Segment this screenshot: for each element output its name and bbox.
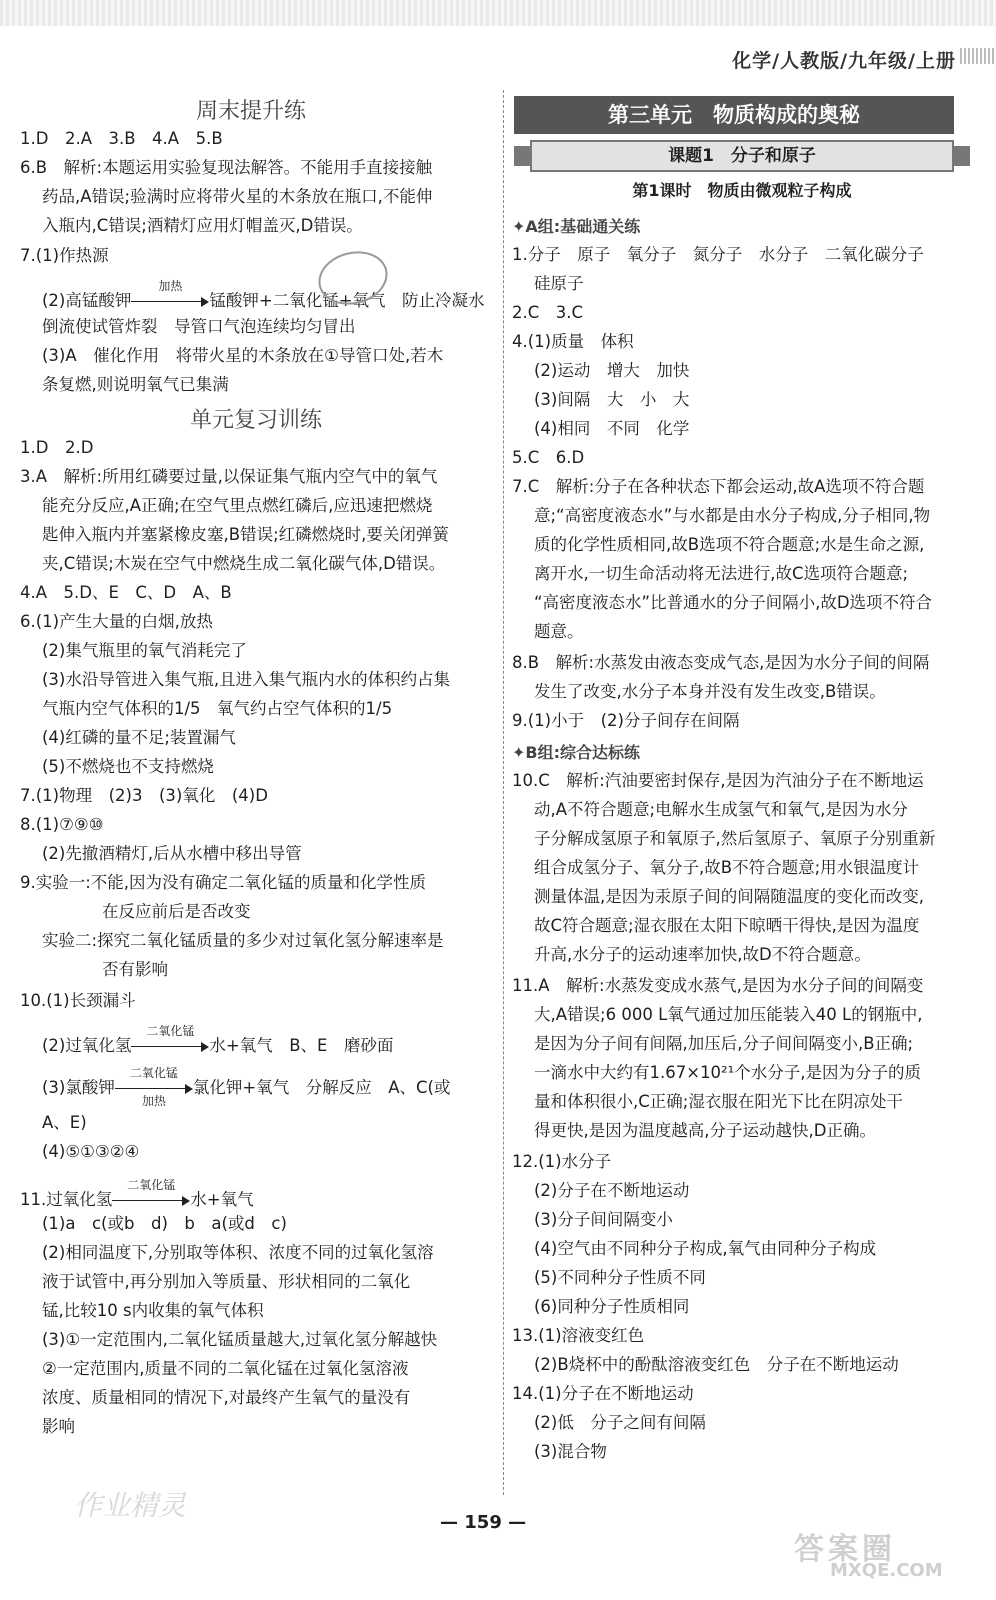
answer-line: 13.(1)溶液变红色	[512, 1326, 645, 1345]
answer-line: 是因为分子间有间隔,加压后,分子间间隔变小,B正确;	[534, 1034, 914, 1053]
answer-line: (2)低 分子之间有间隔	[534, 1413, 706, 1432]
unit-review-title: 单元复习训练	[190, 408, 323, 433]
diamond-icon: ✦	[512, 217, 526, 236]
answer-line: 大,A错误;6 000 L氧气通过加压能装入40 L的钢瓶中,	[534, 1005, 923, 1024]
answer-line: (3)A 催化作用 将带火星的木条放在①导管口处,若木	[42, 346, 444, 365]
answer-line: 浓度、质量相同的情况下,对最终产生氧气的量没有	[42, 1388, 411, 1407]
equation-line	[42, 1065, 451, 1108]
reaction-arrow	[115, 1065, 193, 1108]
answer-line: 在反应前后是否改变	[102, 902, 251, 921]
answer-line: (2)B烧杯中的酚酞溶液变红色 分子在不断地运动	[534, 1355, 899, 1374]
answer-line: A、E)	[42, 1113, 87, 1132]
answer-line: (1)a c(或b d) b a(或d c)	[42, 1214, 287, 1233]
reactant: 11.过氧化氢	[20, 1190, 113, 1209]
answer-line: (4)红磷的量不足;装置漏气	[42, 728, 236, 747]
reaction-condition: 加热	[141, 1093, 166, 1108]
answer-line: 实验二:探究二氧化锰质量的多少对过氧化氢分解速率是	[42, 931, 444, 950]
answer-line: 测量体温,是因为汞原子间的间隔随温度的变化而改变,	[534, 887, 924, 906]
product: 锰酸钾+二氧化锰+氧气 防止冷凝水	[209, 291, 485, 310]
answer-line: 条复燃,则说明氧气已集满	[42, 375, 229, 394]
answer-line: “高密度液态水”比普通水的分子间隔小,故D选项不符合	[534, 593, 933, 612]
answer-line: 匙伸入瓶内并塞紧橡皮塞,B错误;红磷燃烧时,要关闭弹簧	[42, 525, 449, 544]
answer-line: 否有影响	[102, 960, 168, 979]
answer-line: (3)混合物	[534, 1442, 607, 1461]
answer-line: 8.(1)⑦⑨⑩	[20, 815, 104, 834]
equation-line	[42, 1023, 394, 1058]
unit-title-bar: 第三单元 物质构成的奥秘	[514, 96, 954, 134]
reactant: (2)高锰酸钾	[42, 291, 132, 310]
answer-line: 8.B 解析:水蒸发由液态变成气态,是因为水分子间的间隔	[512, 653, 930, 672]
reactant: (3)氯酸钾	[42, 1078, 115, 1097]
answer-line: 4.A 5.D、E C、D A、B	[20, 583, 232, 602]
weekend-practice-title: 周末提升练	[196, 99, 307, 124]
answer-line: (3)①一定范围内,二氧化锰质量越大,过氧化氢分解越快	[42, 1330, 438, 1349]
top-decorative-band	[0, 0, 996, 26]
answer-line: (4)相同 不同 化学	[534, 419, 690, 438]
answer-line: 动,A不符合题意;电解水生成氢气和氧气,是因为水分	[534, 800, 908, 819]
answer-line: 气瓶内空气体积的1/5 氧气约占空气体积的1/5	[42, 699, 393, 718]
equation-line	[20, 1177, 254, 1212]
answer-line: 锰,比较10 s内收集的氧气体积	[42, 1301, 264, 1320]
answer-line: 1.D 2.D	[20, 438, 94, 457]
answer-line: 发生了改变,水分子本身并没有发生改变,B错误。	[534, 682, 886, 701]
answer-line: 得更快,是因为温度越高,分子运动越快,D正确。	[534, 1121, 876, 1140]
answer-line: 7.C 解析:分子在各种状态下都会运动,故A选项不符合题	[512, 477, 925, 496]
answer-line: 10.C 解析:汽油要密封保存,是因为汽油分子在不断地运	[512, 771, 924, 790]
answer-line: 入瓶内,C错误;酒精灯应用灯帽盖灭,D错误。	[42, 216, 363, 235]
answer-line: 意;“高密度液态水”与水都是由水分子构成,分子相同,物	[534, 506, 931, 525]
answer-line: 10.(1)长颈漏斗	[20, 991, 136, 1010]
header-dots-decoration	[960, 48, 996, 64]
answer-line: (2)先撤酒精灯,后从水槽中移出导管	[42, 844, 302, 863]
product: 水+氧气	[190, 1190, 254, 1209]
answer-line: ②一定范围内,质量不同的二氧化锰在过氧化氢溶液	[42, 1359, 409, 1378]
answer-line: 7.(1)作热源	[20, 246, 109, 265]
answer-line: (2)相同温度下,分别取等体积、浓度不同的过氧化氢溶	[42, 1243, 434, 1262]
answer-line: 5.C 6.D	[512, 448, 585, 467]
answer-line: 量和体积很小,C正确;湿衣服在阳光下比在阴凉处干	[534, 1092, 903, 1111]
answer-line: 质的化学性质相同,故B选项不符合题意;水是生命之源,	[534, 535, 925, 554]
answer-line: 夹,C错误;木炭在空气中燃烧生成二氧化碳气体,D错误。	[42, 554, 446, 573]
answer-line: 14.(1)分子在不断地运动	[512, 1384, 694, 1403]
answer-line: (2)集气瓶里的氧气消耗完了	[42, 641, 247, 660]
reaction-condition: 二氧化锰	[146, 1023, 195, 1038]
site-logo-url: MXQE.COM	[830, 1560, 943, 1581]
answer-line: (3)间隔 大 小 大	[534, 390, 690, 409]
watermark-text: 作业精灵	[74, 1489, 187, 1522]
reaction-arrow	[112, 1177, 190, 1212]
column-divider	[503, 90, 504, 1495]
answer-line: 升高,水分子的运动速率加快,故D不符合题意。	[534, 945, 871, 964]
lesson-title-box: 课题1 分子和原子	[530, 140, 954, 172]
answer-line: 子分解成氢原子和氧原子,然后氢原子、氧原子分别重新	[534, 829, 936, 848]
reactant: (2)过氧化氢	[42, 1036, 132, 1055]
answer-line: (2)运动 增大 加快	[534, 361, 690, 380]
answer-line: 组合成氢分子、氧分子,故B不符合题意;用水银温度计	[534, 858, 920, 877]
group-b-heading: ✦B组:综合达标练	[512, 743, 641, 762]
answer-line: 故C符合题意;湿衣服在太阳下晾晒干得快,是因为温度	[534, 916, 920, 935]
equation-line	[42, 278, 485, 313]
answer-line: 4.(1)质量 体积	[512, 332, 634, 351]
answer-line: (5)不燃烧也不支持燃烧	[42, 757, 214, 776]
answer-line: 3.A 解析:所用红磷要过量,以保证集气瓶内空气中的氧气	[20, 467, 438, 486]
answer-line: 液于试管中,再分别加入等质量、形状相同的二氧化	[42, 1272, 411, 1291]
answer-line: 9.实验一:不能,因为没有确定二氧化锰的质量和化学性质	[20, 873, 427, 892]
diamond-icon: ✦	[512, 743, 526, 762]
reaction-condition: 加热	[158, 278, 183, 293]
answer-line: 6.(1)产生大量的白烟,放热	[20, 612, 213, 631]
answer-line: 7.(1)物理 (2)3 (3)氧化 (4)D	[20, 786, 268, 805]
page-number: — 159 —	[440, 1512, 527, 1533]
period-title: 第1课时 物质由微观粒子构成	[632, 181, 852, 200]
reaction-condition: 二氧化锰	[127, 1177, 176, 1192]
answer-line: 能充分反应,A正确;在空气里点燃红磷后,应迅速把燃烧	[42, 496, 433, 515]
group-a-heading: ✦A组:基础通关练	[512, 217, 641, 236]
answer-line: (2)分子在不断地运动	[534, 1181, 690, 1200]
answer-line: 6.B 解析:本题运用实验复现法解答。不能用手直接接触	[20, 158, 433, 177]
answer-line: 11.A 解析:水蒸发变成水蒸气,是因为水分子间的间隔变	[512, 976, 924, 995]
answer-line: (4)⑤①③②④	[42, 1142, 140, 1161]
answer-line: (4)空气由不同种分子构成,氧气由同种分子构成	[534, 1239, 877, 1258]
product: 水+氧气 B、E 磨砂面	[209, 1036, 394, 1055]
answer-line: (3)分子间间隔变小	[534, 1210, 673, 1229]
subject-header: 化学/人教版/九年级/上册	[732, 50, 956, 72]
answer-line: (5)不同种分子性质不同	[534, 1268, 706, 1287]
answer-line: 9.(1)小于 (2)分子间存在间隔	[512, 711, 740, 730]
answer-line: 1.D 2.A 3.B 4.A 5.B	[20, 129, 223, 148]
reaction-arrow	[131, 278, 209, 313]
answer-line: (3)水沿导管进入集气瓶,且进入集气瓶内水的体积约占集	[42, 670, 451, 689]
answer-line: 2.C 3.C	[512, 303, 584, 322]
answer-line: 硅原子	[534, 274, 584, 293]
answer-line: 离开水,一切生命活动将无法进行,故C选项符合题意;	[534, 564, 909, 583]
reaction-arrow	[131, 1023, 209, 1058]
answer-line: 药品,A错误;验满时应将带火星的木条放在瓶口,不能伸	[42, 187, 433, 206]
answer-line: 影响	[42, 1417, 75, 1436]
answer-line: 1.分子 原子 氧分子 氮分子 水分子 二氧化碳分子	[512, 245, 924, 264]
answer-line: 题意。	[534, 622, 584, 641]
answer-line: 一滴水中大约有1.67×10²¹个水分子,是因为分子的质	[534, 1063, 922, 1082]
reaction-condition: 二氧化锰	[129, 1065, 178, 1080]
answer-line: 12.(1)水分子	[512, 1152, 612, 1171]
answer-line: (6)同种分子性质相同	[534, 1297, 690, 1316]
answer-line: 倒流使试管炸裂 导管口气泡连续均匀冒出	[42, 317, 356, 336]
product: 氯化钾+氧气 分解反应 A、C(或	[192, 1078, 451, 1097]
site-logo: 答案圈	[794, 1532, 896, 1567]
